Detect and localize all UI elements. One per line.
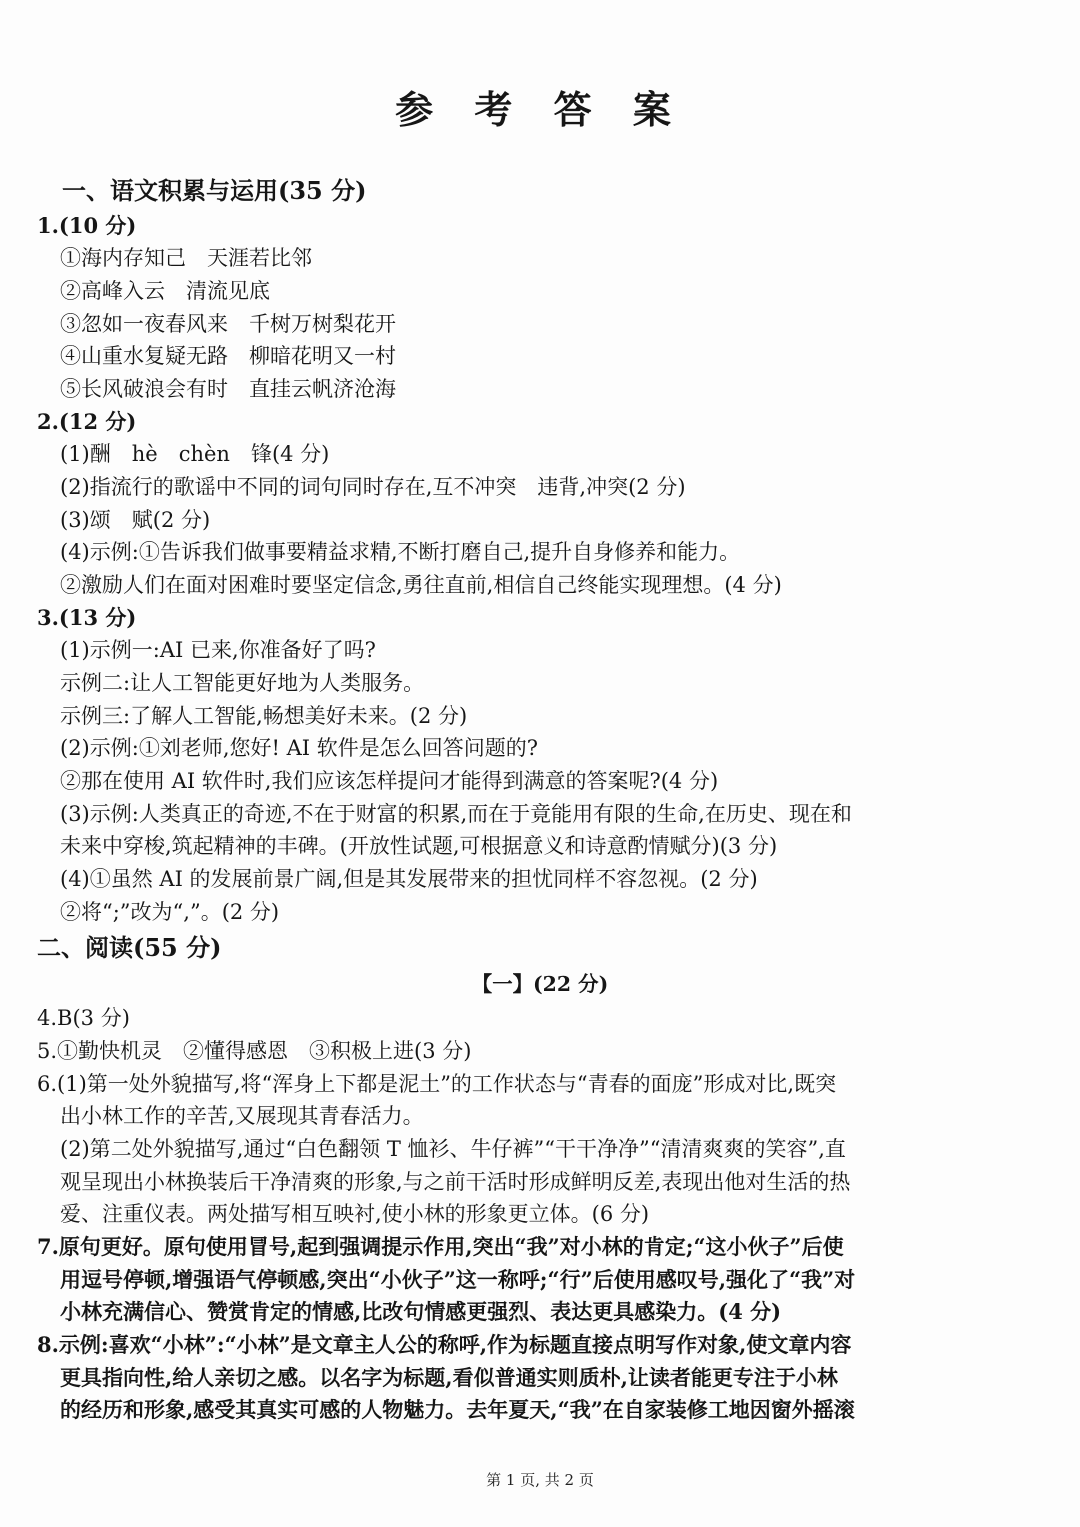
q3-item-2: 示例二:让人工智能更好地为人类服务。	[60, 671, 425, 695]
question-5: 5.①勤快机灵 ②懂得感恩 ③积极上进(3 分)	[37, 1039, 472, 1063]
q7-line-1: 7.原句更好。原句使用冒号,起到强调提示作用,突出“我”对小林的肯定;“这小伙子”后使	[37, 1234, 844, 1259]
question-2-label: 2.(12 分)	[37, 409, 137, 434]
q1-item-1: ①海内存知己 天涯若比邻	[60, 246, 312, 270]
q8-line-2: 更具指向性,给人亲切之感。以名字为标题,看似普通实则质朴,让读者能更专注于小林	[60, 1365, 838, 1390]
question-1-label: 1.(10 分)	[37, 213, 137, 238]
subsection-1-heading: 【一】(22 分)	[471, 972, 609, 996]
q3-item-7: 未来中穿梭,筑起精神的丰碑。(开放性试题,可根据意义和诗意酌情赋分)(3 分)	[60, 834, 778, 858]
q2-item-2: (2)指流行的歌谣中不同的词句同时存在,互不冲突 违背,冲突(2 分)	[60, 475, 686, 499]
q6-line-5: 爱、注重仪表。两处描写相互映衬,使小林的形象更立体。(6 分)	[60, 1202, 650, 1226]
section-2-heading: 二、阅读(55 分)	[37, 933, 222, 962]
q6-line-1: 6.(1)第一处外貌描写,将“浑身上下都是泥土”的工作状态与“青春的面庞”形成对比,既突	[37, 1072, 837, 1096]
q3-item-8: (4)①虽然 AI 的发展前景广阔,但是其发展带来的担忧同样不容忽视。(2 分)	[60, 867, 758, 891]
section-1-heading: 一、语文积累与运用(35 分)	[62, 176, 367, 205]
q7-line-2: 用逗号停顿,增强语气停顿感,突出“小伙子”这一称呼;“行”后使用感叹号,强化了“我”对	[60, 1267, 856, 1292]
q3-item-5: ②那在使用 AI 软件时,我们应该怎样提问才能得到满意的答案呢?(4 分)	[60, 769, 719, 793]
question-4: 4.B(3 分)	[37, 1006, 130, 1030]
question-3-label: 3.(13 分)	[37, 605, 137, 630]
q2-item-4: (4)示例:①告诉我们做事要精益求精,不断打磨自己,提升自身修养和能力。	[60, 540, 741, 564]
q3-item-1: (1)示例一:AI 已来,你准备好了吗?	[60, 638, 376, 662]
q6-line-2: 出小林工作的辛苦,又展现其青春活力。	[60, 1104, 424, 1128]
q8-line-3: 的经历和形象,感受其真实可感的人物魅力。去年夏天,“我”在自家装修工地因窗外摇滚	[60, 1397, 855, 1422]
q8-line-1: 8.示例:喜欢“小林”:“小林”是文章主人公的称呼,作为标题直接点明写作对象,使文章内容	[37, 1332, 852, 1357]
q1-item-2: ②高峰入云 清流见底	[60, 279, 270, 303]
q3-item-3: 示例三:了解人工智能,畅想美好未来。(2 分)	[60, 704, 468, 728]
q2-item-3: (3)颂 赋(2 分)	[60, 508, 211, 532]
q3-item-9: ②将“;”改为“,”。(2 分)	[60, 900, 280, 924]
q6-line-4: 观呈现出小林换装后干净清爽的形象,与之前干活时形成鲜明反差,表现出他对生活的热	[60, 1170, 851, 1194]
page-title: 参 考 答 案	[395, 87, 685, 132]
q1-item-5: ⑤长风破浪会有时 直挂云帆济沧海	[60, 377, 396, 401]
q6-line-3: (2)第二处外貌描写,通过“白色翻领 T 恤衫、牛仔裤”“干干净净”“清清爽爽的笑容”,直	[60, 1137, 846, 1161]
q2-item-1: (1)酬 hè chèn 锋(4 分)	[60, 442, 330, 466]
q7-line-3: 小林充满信心、赞赏肯定的情感,比改句情感更强烈、表达更具感染力。(4 分)	[60, 1299, 782, 1324]
page-footer: 第 1 页, 共 2 页	[486, 1471, 594, 1489]
q1-item-4: ④山重水复疑无路 柳暗花明又一村	[60, 344, 396, 368]
q2-item-5: ②激励人们在面对困难时要坚定信念,勇往直前,相信自己终能实现理想。(4 分)	[60, 573, 782, 597]
q3-item-4: (2)示例:①刘老师,您好! AI 软件是怎么回答问题的?	[60, 736, 539, 760]
q3-item-6: (3)示例:人类真正的奇迹,不在于财富的积累,而在于竟能用有限的生命,在历史、现在和	[60, 802, 852, 826]
q1-item-3: ③忽如一夜春风来 千树万树梨花开	[60, 312, 396, 336]
